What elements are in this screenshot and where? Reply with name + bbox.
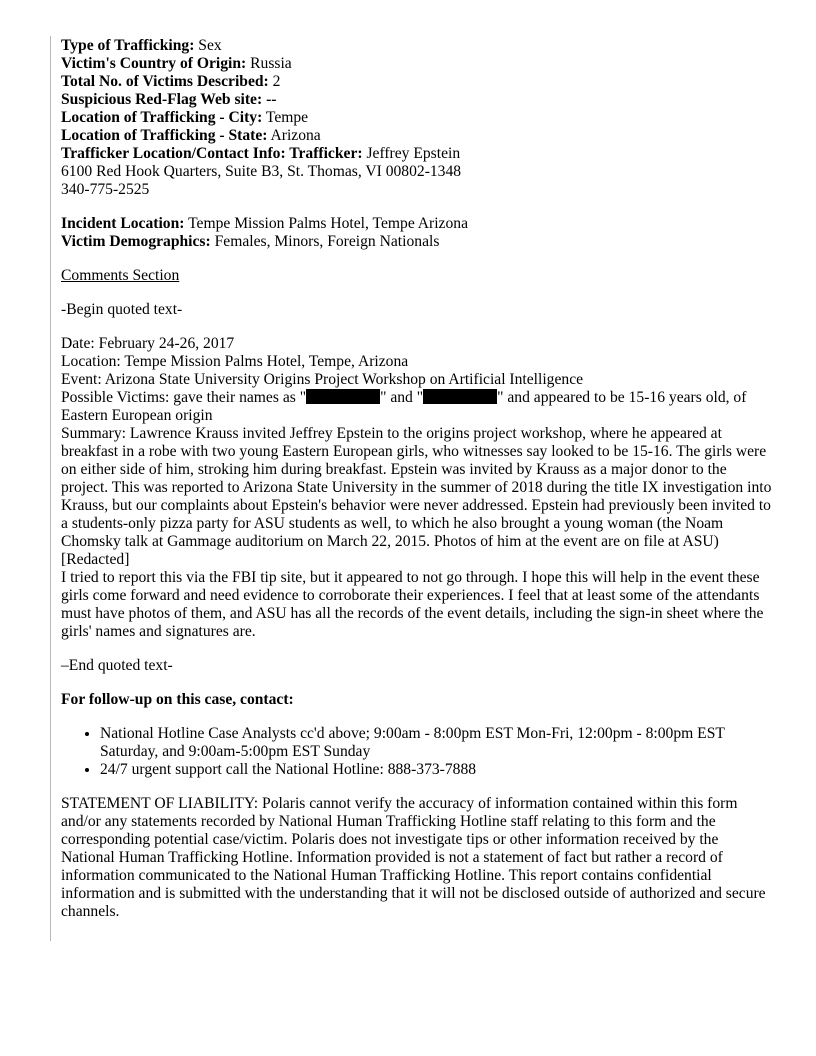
- comment-redacted: [Redacted]: [61, 551, 130, 568]
- comments-heading: Comments Section: [61, 267, 180, 284]
- field-label: Victim Demographics:: [61, 233, 211, 250]
- list-item: • National Hotline Case Analysts cc'd above; 9:00am - 8:00pm EST Mon-Fri, 12:00pm - 8:00pm EST Saturday, and 9:00am-5:00pm EST Sunday: [100, 725, 773, 761]
- end-quote-marker: –End quoted text-: [61, 657, 173, 674]
- field-value: Tempe Mission Palms Hotel, Tempe Arizona: [184, 215, 468, 232]
- list-item: • 24/7 urgent support call the National Hotline: 888-373-7888: [100, 761, 773, 779]
- field-red-flag-website: [61, 91, 773, 109]
- report-body: [61, 37, 773, 921]
- trafficker-address: 6100 Red Hook Quarters, Suite B3, St. Thomas, VI 00802-1348: [61, 163, 462, 180]
- field-type-of-trafficking: [61, 37, 773, 55]
- field-value: Sex: [194, 37, 222, 54]
- field-country-of-origin: [61, 55, 773, 73]
- comment-summary: Summary: Lawrence Krauss invited Jeffrey Epstein to the origins project workshop, where he appeared at breakfast in a robe with two young Eastern European girls, who witnesses say looked to be 15-16. The girls were on either side of him, stroking him during breakfast. Epstein was invited by Krauss as a major donor to the project. This was reported to Arizona State University in the summer of 2018 during the title IX investigation into Krauss, but our complaints about Epstein's behavior were never addressed. Epstein had previously been invited to a students-only pizza party for ASU students as well, to which he also brought a young woman (the Noam Chomsky talk at Gammage auditorium on March 22, 2015. Photos of him at the event are on file at ASU): [61, 425, 772, 550]
- trafficker-phone: 340-775-2525: [61, 181, 150, 198]
- field-value: Russia: [246, 55, 292, 72]
- field-total-victims: [61, 73, 773, 91]
- field-value: Jeffrey Epstein: [362, 145, 461, 162]
- statement-of-liability: STATEMENT OF LIABILITY: Polaris cannot verify the accuracy of information contained within this form and/or any statements recorded by National Human Trafficking Hotline staff relating to this form and the corresponding potential case/victim. Polaris does not investigate tips or other information received by the National Human Trafficking Hotline. Information provided is not a statement of fact but rather a record of information communicated to the National Human Trafficking Hotline. This report contains confidential information and is submitted with the understanding that it will not be disclosed outside of authorized and secure channels.: [61, 795, 766, 920]
- comment-date: Date: February 24-26, 2017: [61, 335, 235, 352]
- field-location-state: [61, 127, 773, 145]
- followup-heading: For follow-up on this case, contact:: [61, 691, 294, 708]
- redaction-block: [306, 389, 380, 404]
- field-value: Females, Minors, Foreign Nationals: [210, 233, 440, 250]
- followup-contact-list: [61, 725, 773, 779]
- field-label: Incident Location:: [61, 215, 185, 232]
- field-value: --: [262, 91, 277, 108]
- comment-possible-victims: [61, 389, 773, 425]
- field-label: Victim's Country of Origin:: [61, 55, 247, 72]
- field-trafficker: [61, 145, 773, 163]
- begin-quote-marker: -Begin quoted text-: [61, 301, 183, 318]
- comment-report-note: I tried to report this via the FBI tip site, but it appeared to not go through. I hope this will help in the event these girls come forward and need evidence to corroborate their experiences. I feel that at least some of the attendants must have photos of them, and ASU has all the records of the event details, including the sign-in sheet where the girls' names and signatures are.: [61, 569, 764, 640]
- field-label: Type of Trafficking:: [61, 37, 195, 54]
- field-value: Tempe: [262, 109, 309, 126]
- field-value: Arizona: [267, 127, 321, 144]
- left-margin-rule: [50, 36, 51, 941]
- redaction-block: [423, 389, 497, 404]
- comment-location: Location: Tempe Mission Palms Hotel, Tempe, Arizona: [61, 353, 409, 370]
- field-location-city: [61, 109, 773, 127]
- victims-text-end: " and appeared to be 15-16 years old, of Eastern European origin: [61, 389, 747, 424]
- field-label: Location of Trafficking - State:: [61, 127, 268, 144]
- field-label: Trafficker Location/Contact Info: Trafficker:: [61, 145, 363, 162]
- field-label: Suspicious Red-Flag Web site:: [61, 91, 263, 108]
- victims-text-start: Possible Victims: gave their names as ": [61, 389, 307, 406]
- field-victim-demographics: [61, 233, 773, 251]
- comment-event: Event: Arizona State University Origins Project Workshop on Artificial Intelligence: [61, 371, 584, 388]
- victims-text-middle: " and ": [380, 389, 424, 406]
- field-label: Location of Trafficking - City:: [61, 109, 263, 126]
- field-incident-location: [61, 215, 773, 233]
- field-label: Total No. of Victims Described:: [61, 73, 269, 90]
- field-value: 2: [268, 73, 281, 90]
